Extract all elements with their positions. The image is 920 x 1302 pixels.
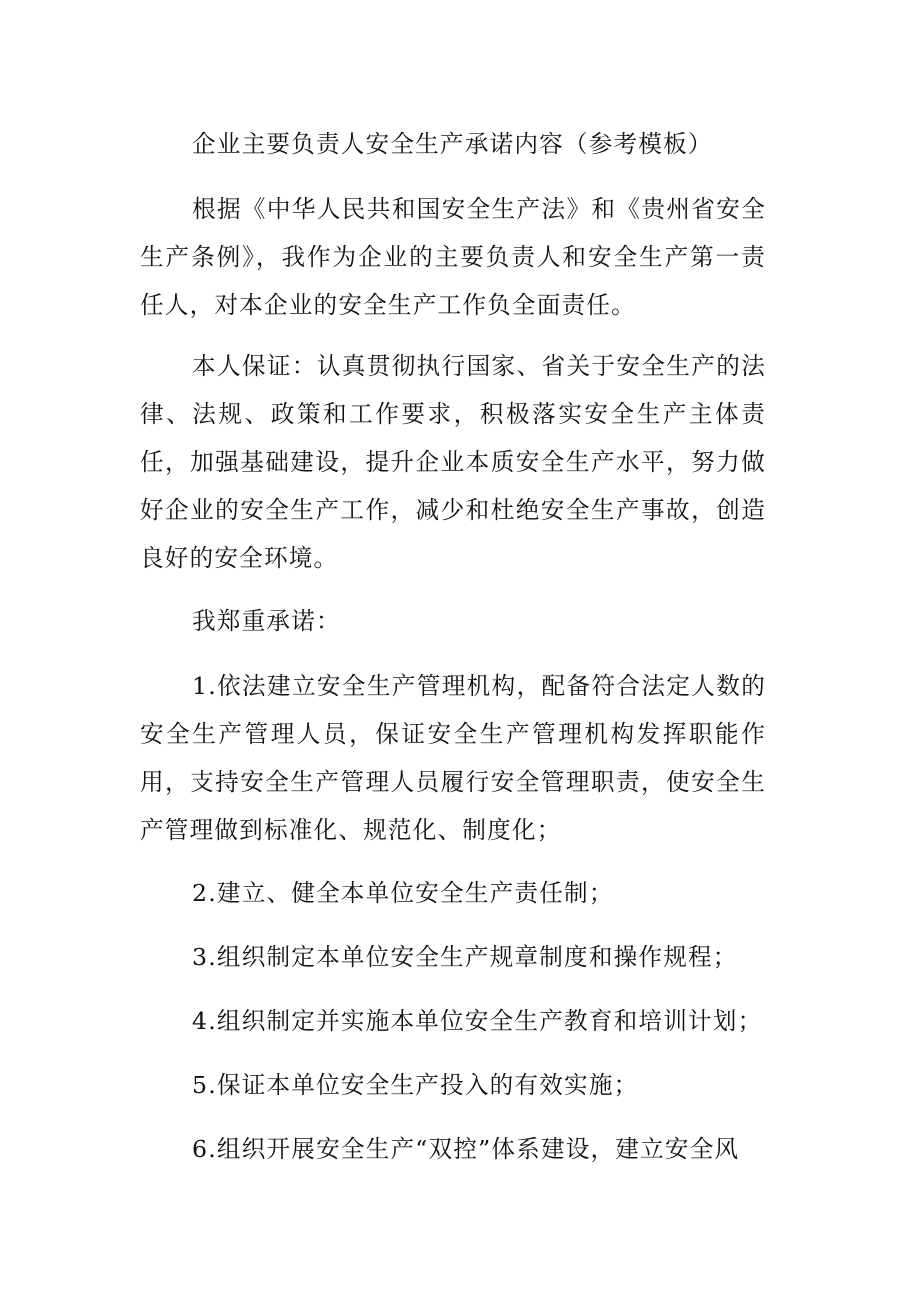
document-title: 企业主要负责人安全生产承诺内容（参考模板） (192, 130, 713, 158)
guarantee-paragraph: 本人保证：认真贯彻执行国家、省关于安全生产的法律、法规、政策和工作要求，积极落实安全生产主体责任，加强基础建设，提升企业本质安全生产水平，努力做好企业的安全生产工作，减少和杜绝安全生产事故，创造良好的安全环境。 (140, 352, 766, 572)
pledge-item-3: 3.组织制定本单位安全生产规章制度和操作规程； (192, 943, 738, 971)
pledge-heading: 我郑重承诺： (192, 607, 341, 635)
pledge-item-5: 5.保证本单位安全生产投入的有效实施； (192, 1071, 639, 1099)
pledge-item-1: 1.依法建立安全生产管理机构，配备符合法定人数的安全生产管理人员，保证安全生产管理机构发挥职能作用，支持安全生产管理人员履行安全管理职责，使安全生产管理做到标准化、规范化、制度化； (140, 672, 766, 844)
pledge-item-2: 2.建立、健全本单位安全生产责任制； (192, 879, 614, 907)
pledge-item-4: 4.组织制定并实施本单位安全生产教育和培训计划； (192, 1007, 763, 1035)
pledge-item-6: 6.组织开展安全生产“双控”体系建设，建立安全风 (192, 1135, 740, 1163)
intro-paragraph: 根据《中华人民共和国安全生产法》和《贵州省安全生产条例》，我作为企业的主要负责人和安全生产第一责任人，对本企业的安全生产工作负全面责任。 (140, 195, 766, 319)
